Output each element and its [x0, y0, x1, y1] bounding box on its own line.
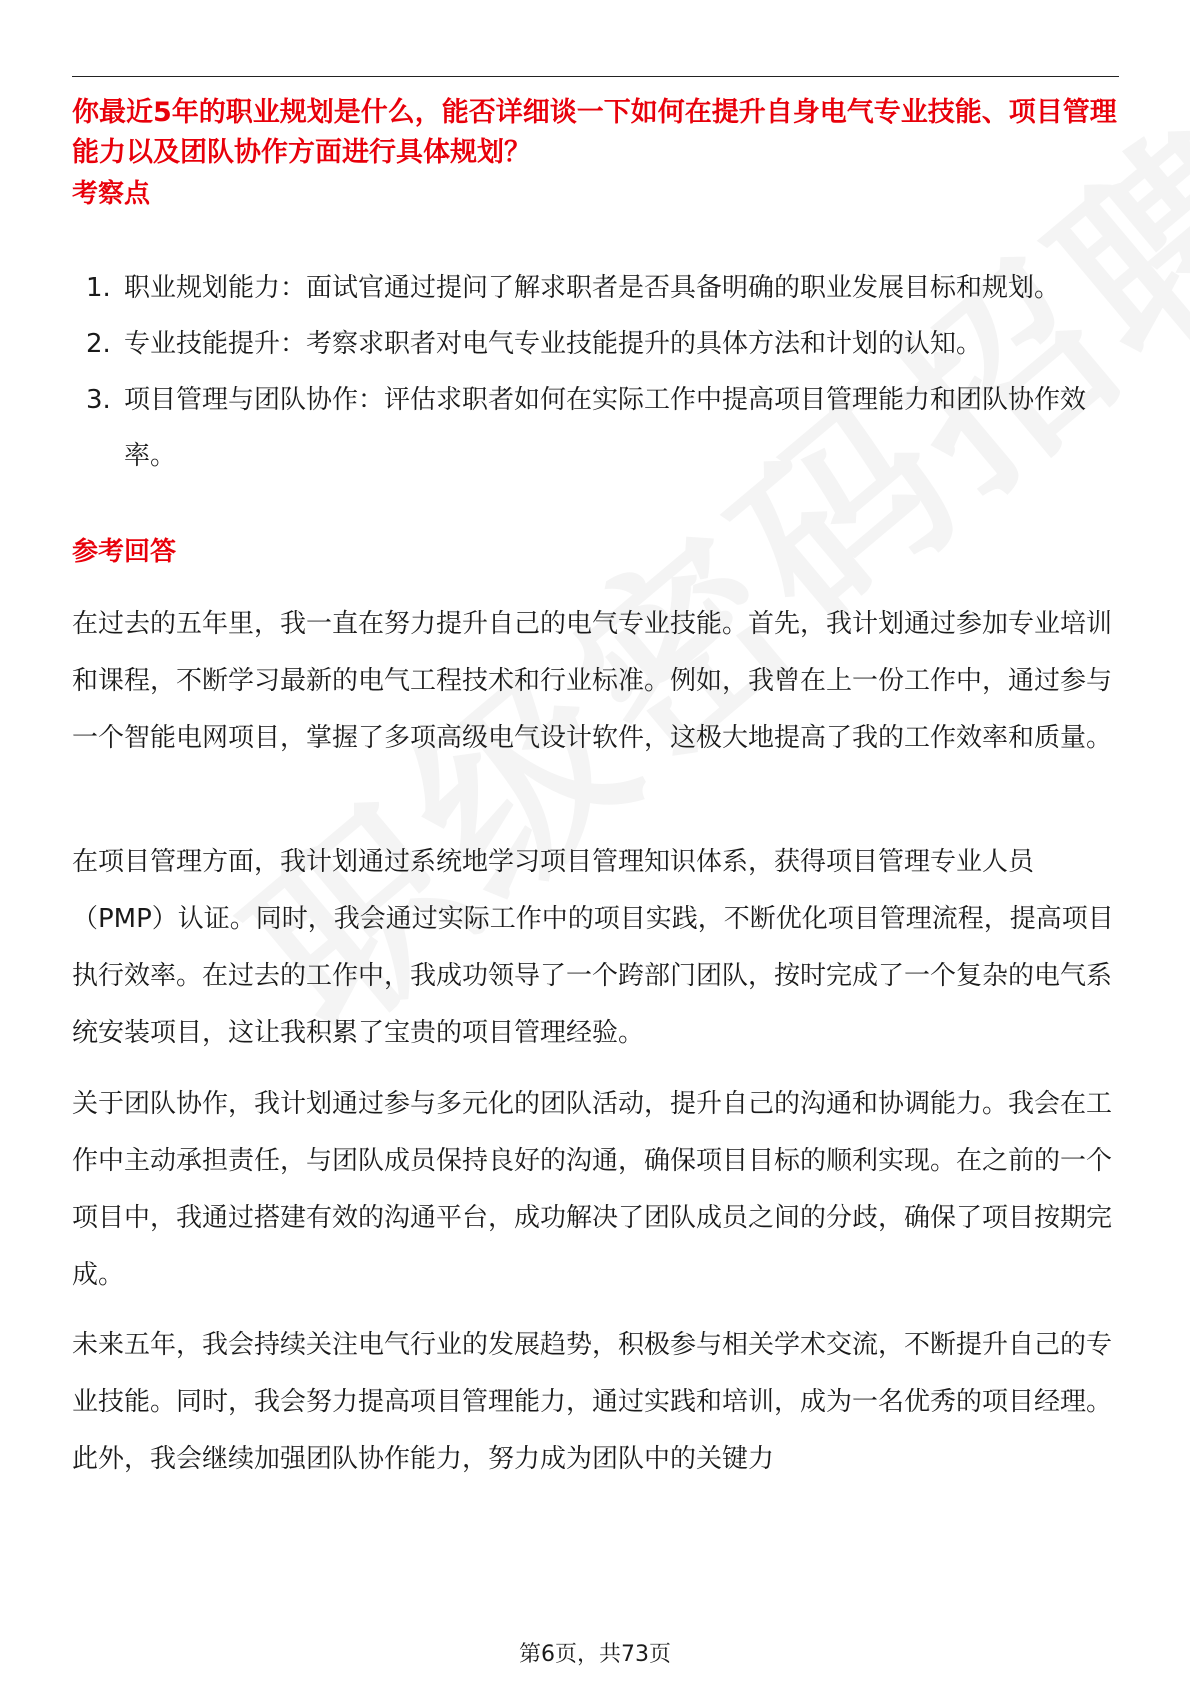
point-number: 1. — [86, 273, 111, 303]
answer-paragraph: 在过去的五年里，我一直在努力提升自己的电气专业技能。首先，我计划通过参加专业培训和课程，不断学习最新的电气工程技术和行业标准。例如，我曾在上一份工作中，通过参与一个智能电网项目，掌握了多项高级电气设计软件，这极大地提高了我的工作效率和质量。 — [72, 609, 1113, 753]
answer-paragraph: 关于团队协作，我计划通过参与多元化的团队活动，提升自己的沟通和协调能力。我会在工作中主动承担责任，与团队成员保持良好的沟通，确保项目目标的顺利实现。在之前的一个项目中，我通过搭建有效的沟通平台，成功解决了团队成员之间的分歧，确保了项目按期完成。 — [72, 1089, 1113, 1290]
answer-heading: 参考回答 — [72, 537, 177, 567]
points-list — [72, 260, 1122, 484]
point-number: 3. — [86, 385, 111, 415]
page-number: 第6页，共73页 — [519, 1642, 671, 1667]
point-text: 职业规划能力：面试官通过提问了解求职者是否具备明确的职业发展目标和规划。 — [124, 273, 1061, 303]
point-number: 2. — [86, 329, 111, 359]
answer-paragraph: 在项目管理方面，我计划通过系统地学习项目管理知识体系，获得项目管理专业人员（PMP）认证。同时，我会通过实际工作中的项目实践，不断优化项目管理流程，提高项目执行效率。在过去的工作中，我成功领导了一个跨部门团队，按时完成了一个复杂的电气系统安装项目，这让我积累了宝贵的项目管理经验。 — [72, 847, 1114, 1048]
points-heading: 考察点 — [72, 179, 151, 209]
question-title: 你最近5年的职业规划是什么，能否详细谈一下如何在提升自身电气专业技能、项目管理能力以及团队协作方面进行具体规划？ — [72, 97, 1117, 168]
point-text: 项目管理与团队协作：评估求职者如何在实际工作中提高项目管理能力和团队协作效率。 — [124, 385, 1087, 471]
point-item — [72, 372, 1122, 484]
answer-paragraph: 未来五年，我会持续关注电气行业的发展趋势，积极参与相关学术交流，不断提升自己的专业技能。同时，我会努力提高项目管理能力，通过实践和培训，成为一名优秀的项目经理。此外，我会继续加强团队协作能力，努力成为团队中的关键力 — [72, 1330, 1113, 1474]
point-text: 专业技能提升：考察求职者对电气专业技能提升的具体方法和计划的认知。 — [124, 329, 983, 359]
point-item — [72, 316, 1122, 372]
point-item — [72, 260, 1122, 316]
top-divider — [72, 76, 1119, 77]
